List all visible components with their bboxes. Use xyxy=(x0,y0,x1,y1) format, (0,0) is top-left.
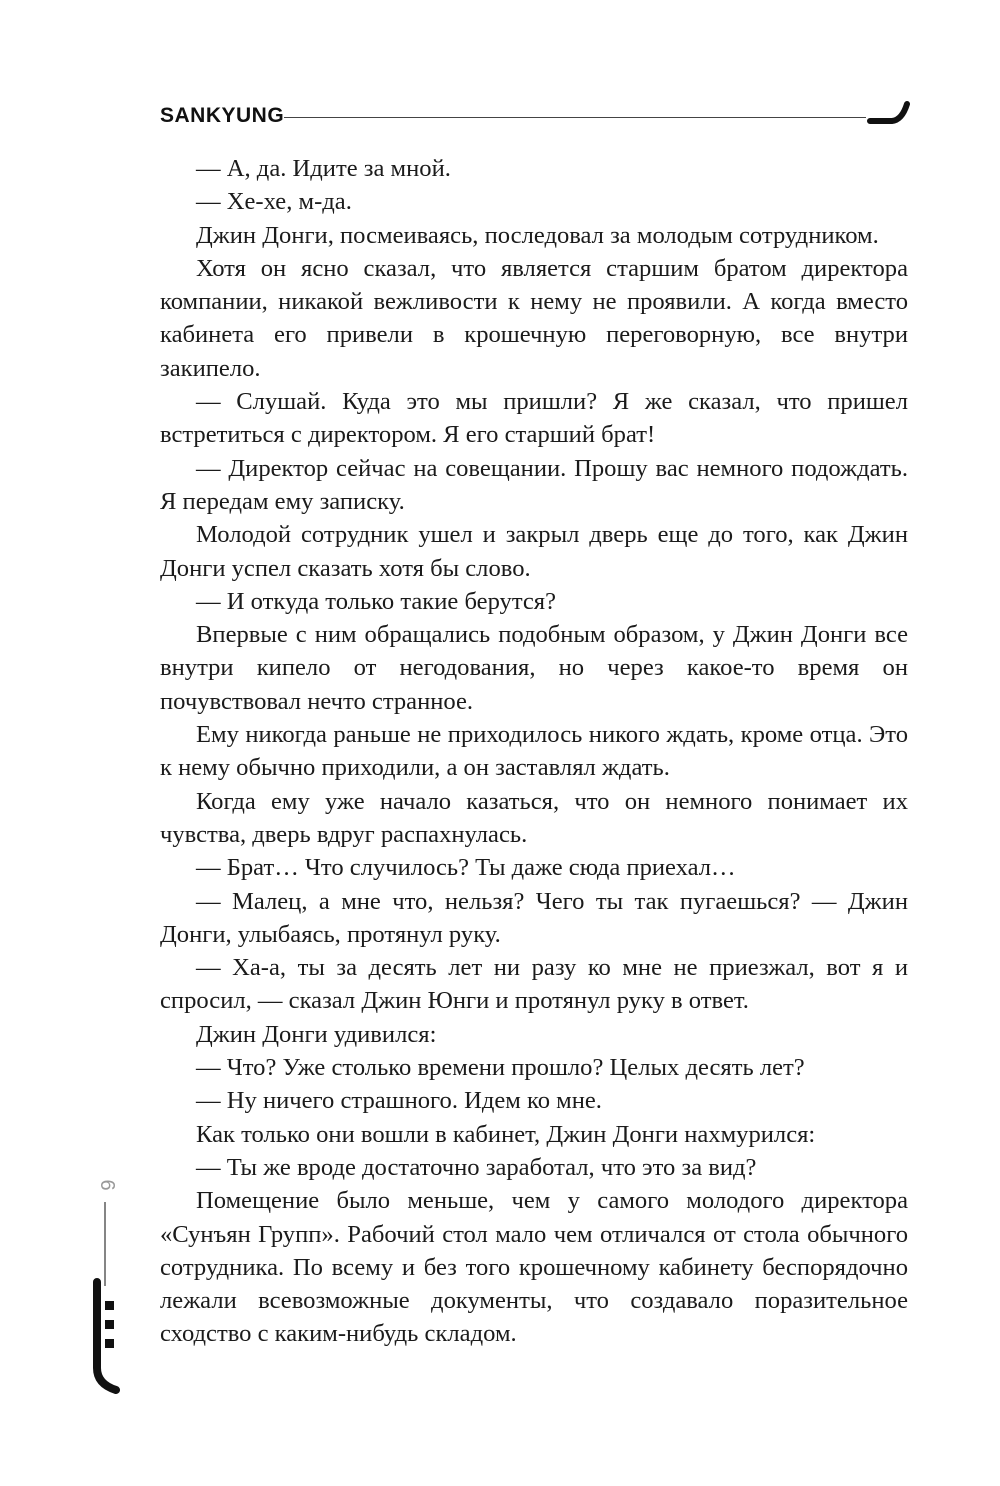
paragraph: Помещение было меньше, чем у самого молодого директора «Сунъян Групп». Рабочий стол мало чем отличался от стола обычного сотрудника. По всему и без того крошечному кабинету беспорядочно лежали всевозможные документы, что создавало поразительное сходство с каким-нибудь складом. xyxy=(160,1187,908,1348)
paragraph: — А, да. Идите за мной. xyxy=(196,155,451,182)
running-head: SANKYUNG xyxy=(160,104,285,127)
page-number: 6 xyxy=(96,1179,119,1191)
paragraph: — Ты же вроде достаточно заработал, что это за вид? xyxy=(196,1153,757,1181)
page-header xyxy=(160,100,912,132)
paragraph: — И откуда только такие берутся? xyxy=(196,587,557,615)
side-bracket-ornament xyxy=(86,1168,126,1394)
paragraph: Ему никогда раньше не приходилось никого ждать, кроме отца. Это к нему обычно приходили, а он заставлял ждать. xyxy=(160,721,908,782)
header-rule xyxy=(284,117,866,118)
paragraph: — Что? Уже столько времени прошло? Целых десять лет? xyxy=(196,1054,805,1082)
body-text xyxy=(160,152,908,1351)
paragraph: Джин Донги, посмеиваясь, последовал за молодым сотрудником. xyxy=(196,221,879,249)
paragraph: — Слушай. Куда это мы пришли? Я же сказал, что пришел встретиться с директором. Я его старший брат! xyxy=(160,388,908,449)
header-hook-ornament xyxy=(866,98,912,130)
paragraph: — Ха-а, ты за десять лет ни разу ко мне не приезжал, вот я и спросил, — сказал Джин Юнги и протянул руку в ответ. xyxy=(160,954,908,1015)
paragraph: — Малец, а мне что, нельзя? Чего ты так пугаешься? — Джин Донги, улыбаясь, протянул руку. xyxy=(160,887,908,948)
paragraph: Когда ему уже начало казаться, что он немного понимает их чувства, дверь вдруг распахнулась. xyxy=(160,787,908,848)
paragraph: Джин Донги удивился: xyxy=(196,1020,437,1048)
paragraph: Хотя он ясно сказал, что является старшим братом директора компании, никакой вежливости к нему не проявили. А когда вместо кабинета его привели в крошечную переговорную, все внутри закипело. xyxy=(160,254,908,382)
paragraph: Впервые с ним обращались подобным образом, у Джин Донги все внутри кипело от негодования, но через какое-то время он почувствовал нечто странное. xyxy=(160,621,908,715)
paragraph: Молодой сотрудник ушел и закрыл дверь еще до того, как Джин Донги успел сказать хотя бы слово. xyxy=(160,521,908,582)
paragraph: — Хе-хе, м-да. xyxy=(196,188,352,216)
paragraph: — Директор сейчас на совещании. Прошу вас немного подождать. Я передам ему записку. xyxy=(160,454,908,515)
paragraph: Как только они вошли в кабинет, Джин Донги нахмурился: xyxy=(196,1120,816,1148)
paragraph: — Брат… Что случилось? Ты даже сюда приехал… xyxy=(196,854,736,882)
paragraph: — Ну ничего страшного. Идем ко мне. xyxy=(196,1087,602,1115)
